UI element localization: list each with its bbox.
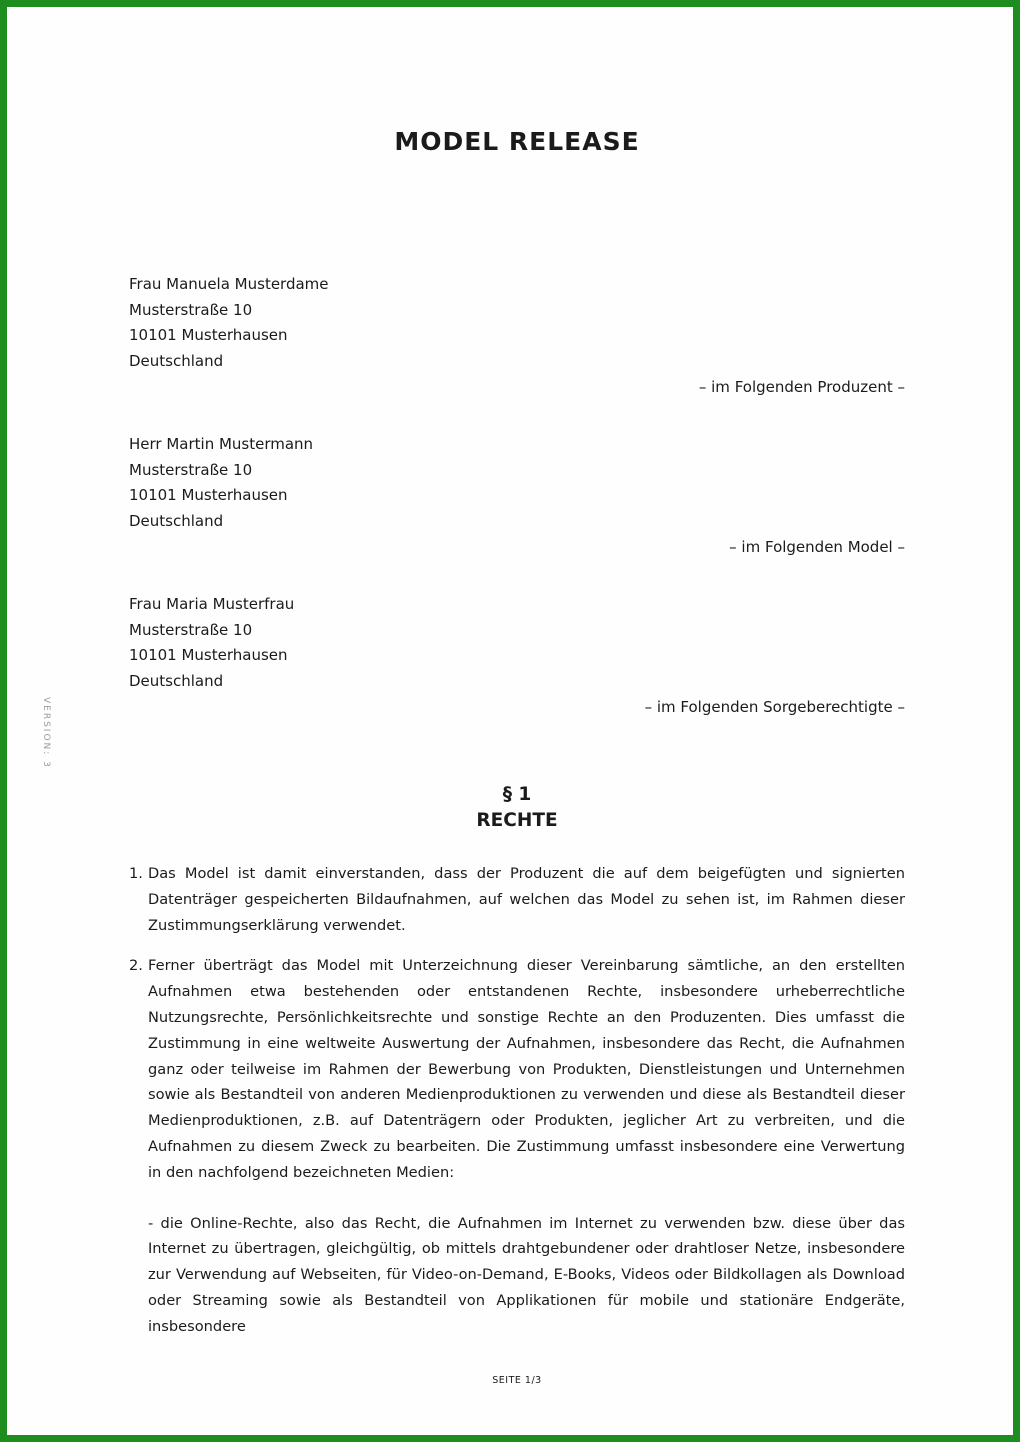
party-name: Frau Manuela Musterdame (129, 275, 329, 293)
clause-item (129, 861, 905, 938)
party-street: Musterstraße 10 (129, 300, 253, 319)
party-name: Herr Martin Mustermann (129, 435, 314, 453)
party-producer (129, 272, 905, 401)
clause-number: 2. (129, 957, 143, 975)
clause-text: Das Model ist damit einverstanden, dass der Produzent die auf dem beigefügten und signierten Datenträger gespeicherten Bildaufnahmen, auf welchen das Model zu sehen ist, im Rahmen dieser Zustimmungserklärung verwendet. (148, 865, 905, 934)
clause-list (129, 861, 905, 1355)
page-footer: SEITE 1/3 (492, 1375, 542, 1386)
party-country: Deutschland (129, 672, 224, 691)
party-city: 10101 Musterhausen (129, 646, 288, 665)
party-city: 10101 Musterhausen (129, 326, 288, 345)
document-title: MODEL RELEASE (394, 127, 640, 156)
party-role: – im Folgenden Model – (729, 537, 905, 556)
party-role: – im Folgenden Produzent – (698, 377, 905, 396)
party-country: Deutschland (129, 512, 224, 531)
clause-text: Ferner überträgt das Model mit Unterzeichnung dieser Vereinbarung sämtliche, an den erstellten Aufnahmen etwa bestehenden oder entstandenen Rechte, insbesondere urheberrechtliche Nutzungsrechte, Persönlichkeitsrechte und sonstige Rechte an den Produzenten. Dies umfasst die Zustimmung in eine weltweite Auswertung der Aufnahmen, insbesondere das Recht, die Aufnahmen ganz oder teilweise im Rahmen der Bewerbung von Produkten, Dienstleistungen und Unternehmen sowie als Bestandteil von anderen Medienproduktionen zu verwenden und diese als Bestandteil dieser Medienproduktionen, z.B. auf Datenträgern oder Produkten, jeglicher Art zu verbreiten, und die Aufnahmen zu diesem Zweck zu bearbeiten. Die Zustimmung umfasst insbesondere eine Verwertung in den nachfolgend bezeichneten Medien: (148, 957, 905, 1181)
party-guardian (129, 592, 905, 721)
section-heading (7, 782, 1020, 834)
party-name: Frau Maria Musterfrau (129, 595, 295, 613)
section-number: § 1 (502, 784, 532, 805)
party-country: Deutschland (129, 352, 224, 371)
clause-item (129, 953, 905, 1339)
clause-subtext: - die Online-Rechte, also das Recht, die Aufnahmen im Internet zu verwenden bzw. diese über das Internet zu übertragen, gleichgültig, ob mittels drahtgebundener oder drahtloser Netze, insbesondere zur Verwendung auf Webseiten, für Video-on-Demand, E-Books, Videos oder Bildkollagen als Download oder Streaming sowie als Bestandteil von Applikationen für mobile und stationäre Endgeräte, insbesondere (148, 1214, 905, 1335)
section-title: RECHTE (476, 810, 558, 831)
party-street: Musterstraße 10 (129, 460, 253, 479)
party-model (129, 432, 905, 561)
party-city: 10101 Musterhausen (129, 486, 288, 505)
party-street: Musterstraße 10 (129, 620, 253, 639)
clause-body (148, 953, 905, 1339)
clause-number: 1. (129, 865, 143, 882)
version-label: VERSION: 3 (41, 697, 51, 769)
party-role: – im Folgenden Sorgeberechtigte – (644, 697, 905, 716)
